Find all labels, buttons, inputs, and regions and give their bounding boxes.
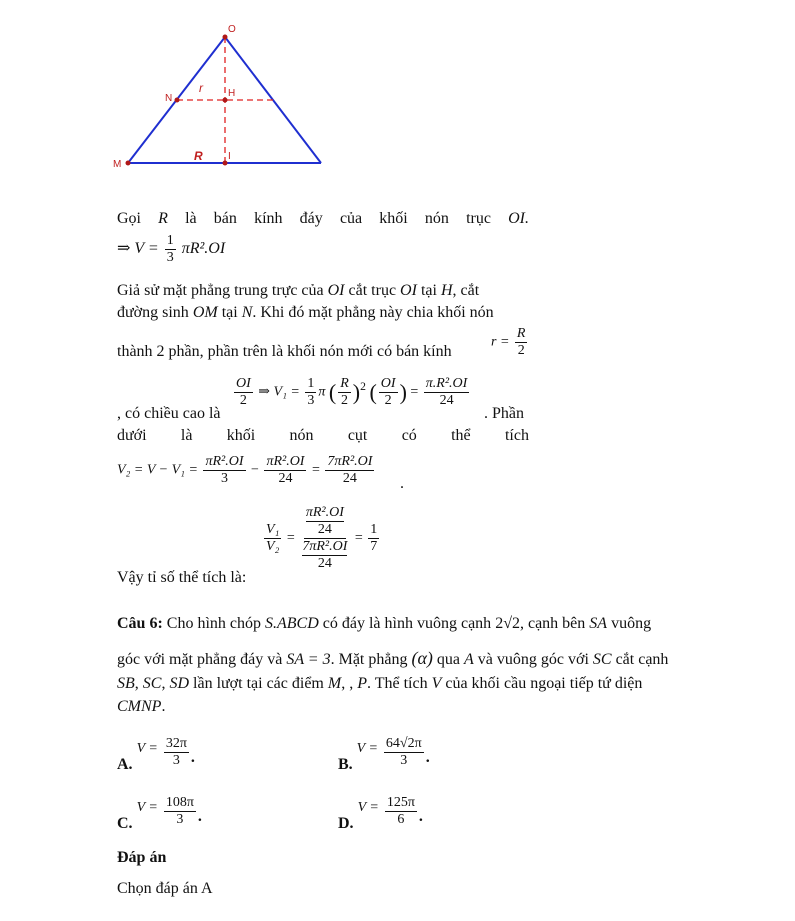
text: và vuông góc với: [477, 651, 589, 668]
math-v: ⇒ V =: [117, 240, 159, 258]
question-line-2: [117, 648, 668, 670]
numerator: OI: [380, 376, 396, 391]
text: , có chiều cao là: [117, 405, 221, 422]
answer-text: Chọn đáp án A: [117, 880, 213, 897]
text: , cạnh bên: [519, 615, 586, 632]
comma: ,: [161, 675, 166, 692]
point-o: [223, 35, 228, 40]
denominator: 2: [517, 343, 525, 358]
minus: −: [251, 462, 259, 478]
solution-line-3: [117, 303, 494, 323]
word: bán: [213, 210, 237, 227]
word: đáy: [299, 210, 323, 227]
cone-figure: [0, 0, 795, 180]
denominator: 3: [172, 753, 180, 768]
text: Cho hình chóp: [166, 615, 261, 632]
denominator: 6: [397, 812, 405, 827]
fraction-v: [203, 454, 245, 487]
denominator: 3: [176, 812, 184, 827]
math-sc: SC: [142, 675, 162, 692]
option-fraction: [164, 795, 196, 828]
math-oi: OI.: [508, 210, 529, 227]
period: .: [161, 698, 166, 715]
fraction-r-half: [338, 376, 351, 409]
denominator: 2: [239, 393, 247, 408]
word: cụt: [347, 427, 368, 444]
math-om: OM: [192, 304, 218, 321]
math-sc: SC: [592, 651, 612, 668]
word: tích: [504, 427, 529, 444]
denominator: 3: [400, 753, 408, 768]
math-sabcd: S.ABCD: [265, 615, 319, 632]
text: , cắt: [452, 282, 480, 299]
math-v: V: [431, 675, 442, 692]
option-lhs: V =: [136, 741, 158, 757]
option-c[interactable]: C. V = $\frac{108\pi}{3}$ .: [117, 795, 202, 832]
text: cắt cạnh: [615, 651, 669, 668]
math-m: M: [327, 675, 342, 692]
text: thành 2 phần, phần trên là khối nón mới có bán kính: [117, 343, 452, 360]
text: Vậy tỉ số thể tích là:: [117, 569, 247, 586]
text: có đáy là hình vuông cạnh: [322, 615, 492, 632]
fraction-one-third: [305, 376, 316, 409]
numerator: R: [516, 326, 526, 341]
inner-numerator: πR².OI: [305, 505, 344, 520]
word: trục: [466, 210, 491, 227]
option-lhs: V =: [356, 741, 378, 757]
word: có: [401, 427, 417, 444]
inner-denominator: 24: [317, 556, 332, 571]
denominator: V₂: [266, 539, 280, 554]
label-o: O: [228, 24, 236, 35]
option-a[interactable]: A. V = $\frac{32\pi}{3}$ .: [117, 736, 195, 773]
text: cắt trục: [348, 282, 397, 299]
text: . Phần: [484, 405, 524, 422]
answer-heading: Đáp án: [117, 849, 167, 866]
option-lhs: V =: [357, 800, 379, 816]
text: Giả sử mặt phẳng trung trực của: [117, 282, 324, 299]
denominator: 2: [384, 393, 392, 408]
word: khối: [226, 427, 256, 444]
equals: =: [286, 530, 295, 546]
math-side: 2√2: [495, 615, 520, 632]
point-n: [175, 98, 180, 103]
equals: =: [354, 530, 363, 546]
question-label: Câu 6:: [117, 615, 163, 632]
volume-formula: [117, 233, 225, 266]
fraction-oi-half: [234, 376, 253, 409]
denominator: 7: [370, 539, 378, 554]
math-sa: SA: [589, 615, 608, 632]
option-lhs: V =: [136, 800, 158, 816]
text: của khối cầu ngoại tiếp tứ diện: [445, 675, 643, 692]
v2-period: [400, 474, 404, 494]
label-i: I: [228, 151, 231, 162]
numerator: 108π: [165, 795, 194, 810]
inner-denominator: 24: [317, 522, 332, 537]
numerator: 1: [370, 522, 378, 537]
math-h: H: [440, 282, 453, 299]
fraction-v2-result: [325, 454, 374, 487]
denominator: 3: [307, 393, 315, 408]
text: . Khi đó mặt phẳng này chia khối nón: [252, 304, 494, 321]
fraction-one-third: [165, 233, 176, 266]
text: tại: [420, 282, 437, 299]
point-i: [223, 161, 228, 166]
solution-line-5b: [484, 404, 524, 424]
denominator: 2: [341, 393, 349, 408]
solution-line-5: [117, 404, 221, 424]
ratio-label: [117, 568, 246, 588]
v1-formula: $\frac{OI}{2}$ ⇒ V₁ = $\frac{1}{3}$ π ( $\frac{R}{2}$ )$^2$ ( $\frac{OI}{2}$ ) = $\frac{\text{π.R².OI}}{24}$: [236, 376, 468, 408]
numerator: 125π: [386, 795, 415, 810]
option-fraction: [384, 736, 424, 769]
solution-line-1: [117, 209, 529, 229]
comma: ,: [341, 675, 346, 692]
math-expr: πR².OI: [181, 240, 226, 258]
label-h: H: [228, 88, 236, 99]
math-pi: π: [318, 384, 326, 400]
solution-line-2: [117, 281, 479, 301]
option-fraction: [164, 736, 189, 769]
denominator: 24: [342, 471, 357, 486]
numerator: π.R².OI: [425, 376, 468, 391]
math-v2: V₂ = V − V₁ =: [117, 462, 198, 478]
word: dưới: [117, 427, 147, 444]
numerator: 32π: [165, 736, 187, 751]
equals: =: [311, 462, 320, 478]
numerator: πR².OI: [266, 454, 305, 469]
comma: ,: [134, 675, 139, 692]
ratio-formula: [262, 505, 381, 572]
comma: ,: [349, 675, 354, 692]
text: tại: [221, 304, 238, 321]
word: kính: [254, 210, 283, 227]
option-d[interactable]: D. V = $\frac{125\pi}{6}$ .: [338, 795, 423, 832]
numerator: 1: [166, 233, 174, 248]
fraction-one-seventh: [368, 522, 379, 555]
text: lần lượt tại các điểm: [193, 675, 324, 692]
denominator: 3: [221, 471, 228, 486]
denominator: 24: [439, 393, 454, 408]
equals: =: [410, 384, 419, 400]
math-oi: OI: [327, 282, 345, 299]
math-oi: OI: [400, 282, 417, 299]
math-a: A: [464, 651, 474, 668]
option-fraction: [385, 795, 417, 828]
label-m: M: [113, 159, 122, 170]
math-r: R: [158, 210, 168, 227]
radius-formula: [491, 326, 529, 359]
fraction-oi-half: [379, 376, 398, 409]
fraction-v1-result: [424, 376, 470, 409]
numerator: 64√2π: [385, 736, 422, 751]
fraction-v1: [264, 454, 306, 487]
math-n: N: [241, 304, 253, 321]
numerator: OI: [236, 376, 251, 391]
text: qua: [436, 651, 461, 668]
math-v1: ⇒ V₁ =: [258, 384, 300, 400]
option-b[interactable]: B. V = $\frac{64√2\pi}{3}$ .: [338, 736, 430, 773]
fraction-v1-v2: [264, 522, 281, 555]
inner-numerator: 7πR².OI: [302, 539, 348, 554]
word: thể: [451, 427, 471, 444]
option-letter: D.: [338, 815, 354, 832]
option-letter: A.: [117, 756, 133, 773]
denominator: 3: [166, 250, 174, 265]
numerator: R: [340, 376, 349, 391]
point-h: [223, 98, 228, 103]
point-m: [126, 161, 131, 166]
word: nón: [424, 210, 449, 227]
fraction-complex: [300, 505, 349, 572]
fraction-r-half: [515, 326, 528, 359]
text: . Mặt phẳng: [330, 651, 408, 668]
math-cmnp: CMNP: [117, 698, 162, 715]
word: khối: [379, 210, 408, 227]
word: nón: [289, 427, 314, 444]
text: vuông: [611, 615, 652, 632]
solution-line-6: [117, 426, 529, 446]
question-line-3: [117, 674, 642, 694]
math-sd: SD: [169, 675, 190, 692]
text: đường sinh: [117, 304, 189, 321]
math-sa3: SA = 3: [286, 651, 331, 668]
denominator: 24: [278, 471, 293, 486]
question-line-4: [117, 697, 165, 717]
v2-formula: [117, 454, 376, 487]
label-r: r: [199, 81, 203, 95]
text: góc với mặt phẳng đáy và: [117, 651, 283, 668]
math-p: P: [357, 675, 367, 692]
numerator: 7πR².OI: [327, 454, 373, 469]
word: của: [339, 210, 363, 227]
math-sb: SB: [117, 675, 135, 692]
text: Gọi: [117, 210, 141, 227]
numerator: 1: [307, 376, 315, 391]
solution-line-4: [117, 342, 452, 362]
text: . Thể tích: [366, 675, 428, 692]
math-alpha: (α): [411, 648, 433, 668]
numerator: πR².OI: [205, 454, 244, 469]
option-letter: C.: [117, 815, 133, 832]
word: là: [180, 427, 193, 444]
label-n: N: [165, 93, 173, 104]
word: là: [185, 210, 197, 227]
label-big-r: R: [194, 149, 203, 163]
math-r-eq: r =: [491, 334, 510, 350]
option-letter: B.: [338, 756, 353, 773]
question-line-1: [117, 614, 651, 634]
period: .: [400, 475, 404, 492]
numerator: V₁: [266, 522, 280, 537]
